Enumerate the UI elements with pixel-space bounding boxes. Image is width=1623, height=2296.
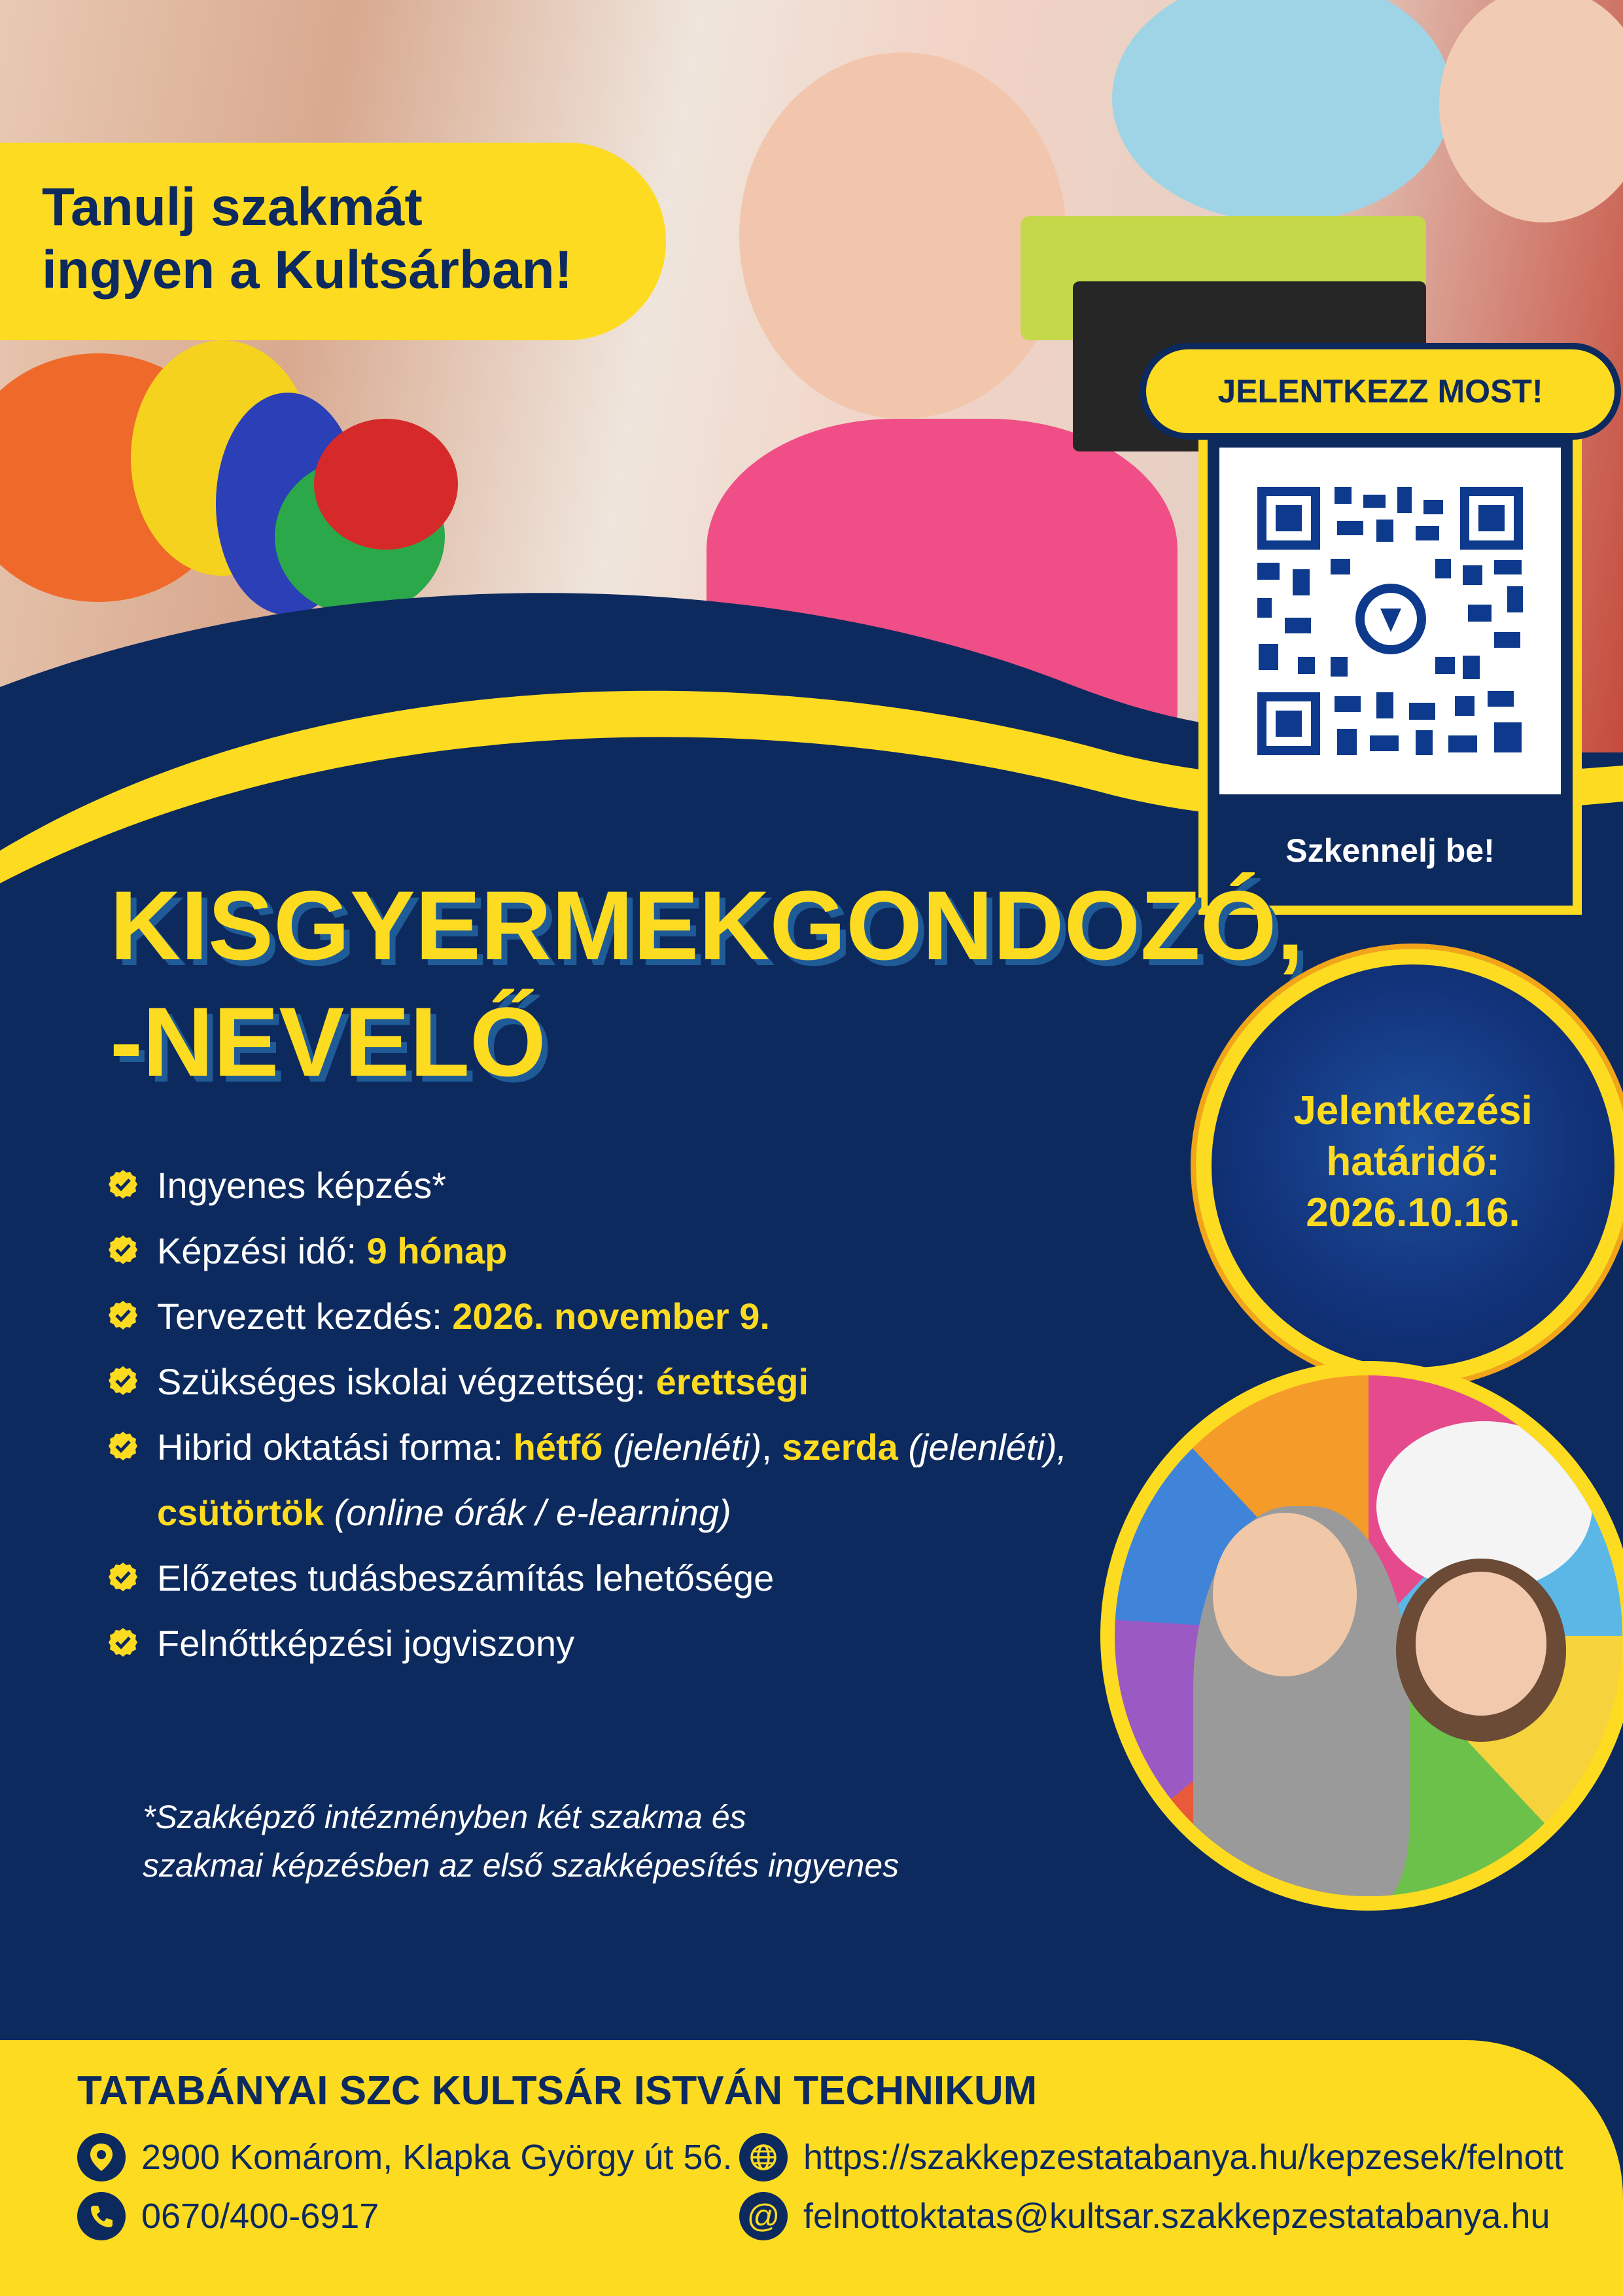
check-icon xyxy=(107,1299,139,1331)
list-item xyxy=(107,1218,1067,1284)
tagline-line-2: ingyen a Kultsárban! xyxy=(42,240,573,300)
list-item xyxy=(107,1415,1067,1480)
at-sign-icon: @ xyxy=(739,2192,788,2240)
bullet-duration-label: Képzési idő: xyxy=(157,1230,367,1271)
location-pin-icon xyxy=(77,2133,126,2181)
footnote xyxy=(143,1793,899,1890)
footnote-line-1: *Szakképző intézményben két szakma és xyxy=(143,1799,746,1835)
bullet-start-value: 2026. november 9. xyxy=(452,1296,770,1337)
footnote-line-2: szakmai képzésben az első szakképesítés ingyenes xyxy=(143,1847,899,1884)
qr-code[interactable] xyxy=(1219,448,1561,794)
website-row[interactable] xyxy=(739,2133,1563,2181)
deadline-badge xyxy=(1196,949,1623,1383)
tagline-banner xyxy=(0,143,666,340)
organization-name: TATABÁNYAI SZC KULTSÁR ISTVÁN TECHNIKUM xyxy=(77,2068,1038,2113)
bullet-format-separator: , xyxy=(761,1426,782,1468)
list-item xyxy=(107,1611,1067,1676)
bullet-format-note-2: (jelenléti), xyxy=(898,1426,1068,1468)
phone-link[interactable]: 0670/400-6917 xyxy=(141,2197,379,2236)
check-icon xyxy=(107,1561,139,1593)
address-text: 2900 Komárom, Klapka György út 56. xyxy=(141,2138,733,2177)
list-item xyxy=(107,1284,1067,1349)
bullet-free-training: Ingyenes képzés* xyxy=(157,1165,447,1206)
apply-now-button[interactable]: JELENTKEZZ MOST! xyxy=(1140,343,1621,440)
bullet-education-label: Szükséges iskolai végzettség: xyxy=(157,1361,656,1402)
list-item xyxy=(107,1349,1067,1415)
bullet-format-note-1: (jelenléti) xyxy=(602,1426,762,1468)
footer xyxy=(0,2040,1623,2296)
bullet-start-label: Tervezett kezdés: xyxy=(157,1296,453,1337)
children-photo xyxy=(1100,1361,1623,1911)
bullet-education-value: érettségi xyxy=(655,1361,809,1402)
globe-icon xyxy=(739,2133,788,2181)
deadline-line-1: Jelentkezési xyxy=(1293,1088,1533,1133)
tagline-line-1: Tanulj szakmát xyxy=(42,177,423,237)
website-link[interactable]: https://szakkepzestatabanya.hu/kepzesek/felnott xyxy=(803,2138,1563,2177)
qr-scan-label: Szkennelj be! xyxy=(1285,832,1495,869)
list-item xyxy=(107,1153,1067,1218)
email-row[interactable] xyxy=(739,2192,1550,2240)
list-item xyxy=(107,1545,1067,1611)
email-link[interactable]: felnottoktatas@kultsar.szakkepzestatabanya.hu xyxy=(803,2197,1550,2236)
phone-icon xyxy=(77,2192,126,2240)
deadline-date: 2026.10.16. xyxy=(1306,1190,1520,1235)
qr-code-graphic xyxy=(1219,448,1561,794)
bullet-duration-value: 9 hónap xyxy=(366,1230,508,1271)
check-icon xyxy=(107,1169,139,1200)
bullet-prior-learning: Előzetes tudásbeszámítás lehetősége xyxy=(157,1557,775,1598)
feature-list xyxy=(107,1153,1067,1676)
bullet-legal-status: Felnőttképzési jogviszony xyxy=(157,1623,575,1664)
bullet-format-note-3: (online órák / e-learning) xyxy=(324,1492,731,1533)
check-icon xyxy=(107,1627,139,1658)
page-title xyxy=(110,867,1304,1100)
title-line-1: KISGYERMEKGONDOZÓ, xyxy=(110,870,1304,980)
qr-card xyxy=(1198,427,1582,915)
list-item-continuation xyxy=(107,1480,1067,1545)
check-icon xyxy=(107,1365,139,1396)
check-icon xyxy=(107,1234,139,1265)
deadline-line-2: határidő: xyxy=(1326,1139,1500,1184)
title-line-2: -NEVELŐ xyxy=(110,987,546,1097)
check-icon xyxy=(107,1430,139,1462)
bullet-format-label: Hibrid oktatási forma: xyxy=(157,1426,514,1468)
bullet-format-day-1: hétfő xyxy=(513,1426,603,1468)
bullet-format-day-2: szerda xyxy=(782,1426,898,1468)
bullet-format-day-3: csütörtök xyxy=(157,1492,324,1533)
phone-row[interactable] xyxy=(77,2192,379,2240)
address-row xyxy=(77,2133,732,2181)
